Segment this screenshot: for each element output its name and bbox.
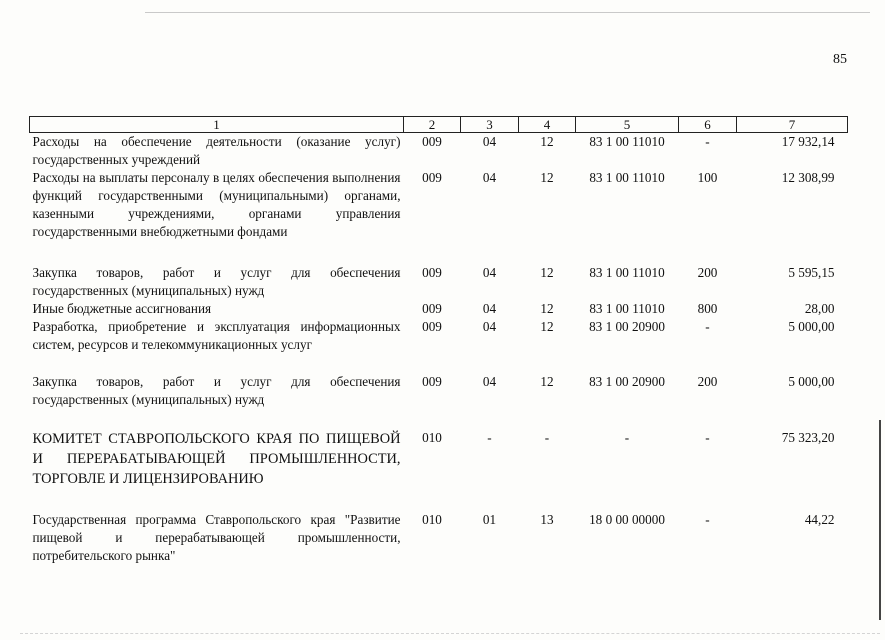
row-target: 83 1 00 11010	[589, 265, 665, 280]
row-subsection: 13	[540, 512, 554, 527]
row-section: -	[487, 430, 492, 445]
row-amount: 44,22	[804, 512, 835, 527]
row-name: Закупка товаров, работ и услуг для обеспечения государственных (муниципальных) нужд	[32, 374, 401, 407]
row-ministry: 009	[422, 134, 442, 149]
row-section: 04	[482, 374, 497, 389]
row-ministry: 010	[422, 512, 442, 527]
row-section: 04	[482, 170, 497, 185]
bottom-scan-line	[20, 633, 880, 634]
table-row	[30, 373, 848, 429]
row-subsection: -	[544, 430, 550, 445]
table-row	[30, 133, 848, 170]
row-ministry: 009	[422, 301, 442, 316]
row-type: -	[705, 430, 710, 445]
row-name: Расходы на выплаты персоналу в целях обеспечения выполнения функций государственными (муниципальными) органами, казенными учреждениями, органами управления государственными внебюджетными фондами	[32, 170, 401, 239]
table-row-committee	[30, 429, 848, 511]
row-ministry: 009	[422, 265, 442, 280]
row-ministry: 009	[422, 170, 442, 185]
row-amount: 5 595,15	[788, 265, 835, 280]
scan-edge-mark	[879, 420, 881, 620]
row-section: 04	[482, 301, 497, 316]
row-name: Разработка, приобретение и эксплуатация информационных систем, ресурсов и телекоммуникационных услуг	[32, 319, 401, 352]
row-subsection: 12	[540, 319, 554, 334]
row-amount: 5 000,00	[788, 319, 835, 334]
row-subsection: 12	[540, 265, 554, 280]
row-ministry: 009	[422, 319, 442, 334]
header-row	[30, 117, 848, 133]
top-scan-line	[145, 12, 870, 13]
row-target: 18 0 00 00000	[589, 512, 665, 527]
row-ministry: 009	[422, 374, 442, 389]
row-type: -	[705, 319, 710, 334]
row-target: 83 1 00 20900	[589, 319, 665, 334]
row-target: 83 1 00 20900	[589, 374, 665, 389]
table-row	[30, 511, 848, 567]
row-name: Закупка товаров, работ и услуг для обеспечения государственных (муниципальных) нужд	[32, 265, 401, 298]
row-amount: 28,00	[804, 301, 835, 316]
page-number: 85	[833, 52, 847, 67]
row-section: 04	[482, 134, 497, 149]
table-row	[30, 300, 848, 318]
row-amount: 17 932,14	[781, 134, 835, 149]
header-col-2: 2	[404, 117, 461, 133]
row-name: Расходы на обеспечение деятельности (оказание услуг) государственных учреждений	[32, 134, 401, 167]
row-target: 83 1 00 11010	[589, 301, 665, 316]
row-target: 83 1 00 11010	[589, 134, 665, 149]
row-amount: 75 323,20	[781, 430, 835, 445]
table-row	[30, 261, 848, 300]
row-ministry: 010	[422, 430, 442, 445]
row-subsection: 12	[540, 374, 554, 389]
row-subsection: 12	[540, 170, 554, 185]
row-amount: 5 000,00	[788, 374, 835, 389]
header-col-1: 1	[30, 117, 404, 133]
row-name: КОМИТЕТ СТАВРОПОЛЬСКОГО КРАЯ ПО ПИЩЕВОЙ И ПЕРЕРАБАТЫВАЮЩЕЙ ПРОМЫШЛЕННОСТИ, ТОРГОВЛЕ И ЛИЦЕНЗИРОВАНИЮ	[32, 431, 401, 487]
row-type: 200	[697, 374, 718, 389]
header-col-3: 3	[461, 117, 519, 133]
row-type: 100	[697, 170, 718, 185]
header-col-5: 5	[576, 117, 679, 133]
row-name: Иные бюджетные ассигнования	[32, 301, 212, 316]
header-col-4: 4	[519, 117, 576, 133]
budget-table	[29, 116, 848, 567]
row-subsection: 12	[540, 134, 554, 149]
row-type: -	[705, 134, 710, 149]
row-section: 01	[482, 512, 497, 527]
row-type: -	[705, 512, 710, 527]
header-col-7: 7	[737, 117, 848, 133]
table-row	[30, 169, 848, 261]
row-amount: 12 308,99	[781, 170, 835, 185]
row-name: Государственная программа Ставропольского края "Развитие пищевой и перерабатывающей промышленности, потребительского рынка"	[32, 512, 401, 563]
header-col-6: 6	[679, 117, 737, 133]
row-section: 04	[482, 319, 497, 334]
row-subsection: 12	[540, 301, 554, 316]
row-section: 04	[482, 265, 497, 280]
row-type: 800	[697, 301, 718, 316]
row-target: -	[624, 430, 630, 445]
table-row	[30, 318, 848, 373]
row-target: 83 1 00 11010	[589, 170, 665, 185]
row-type: 200	[697, 265, 718, 280]
